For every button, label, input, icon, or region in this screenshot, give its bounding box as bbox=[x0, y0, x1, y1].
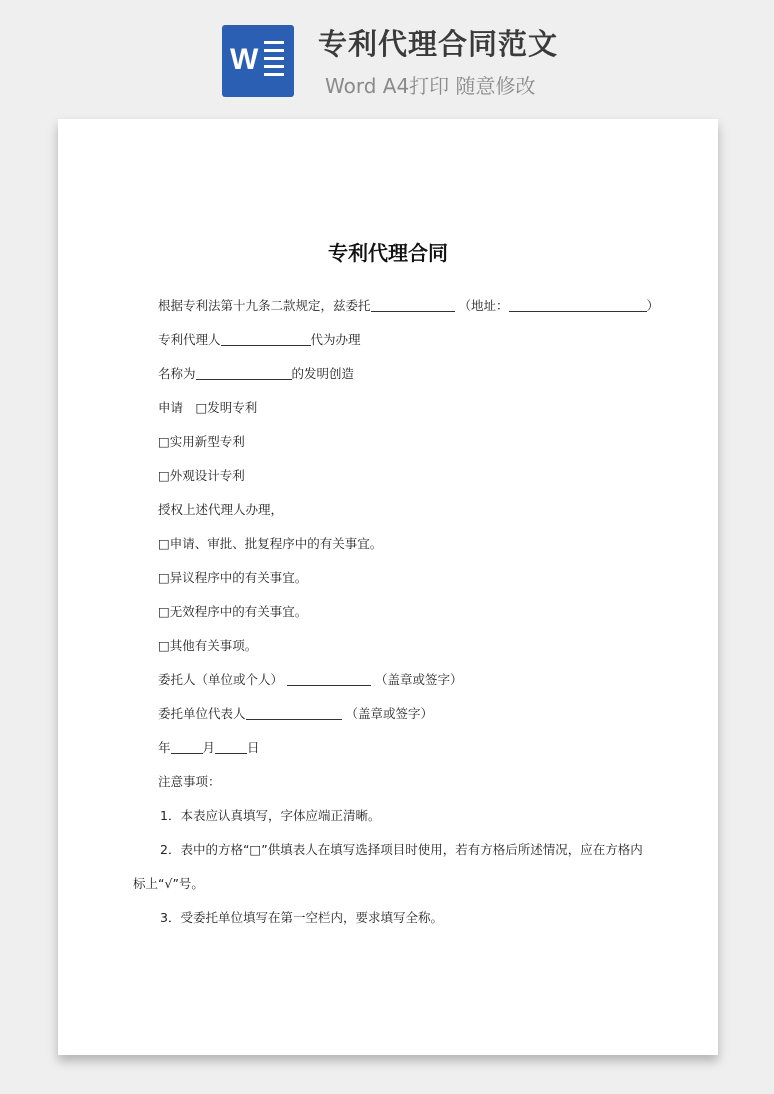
authorize-text: 授权上述代理人办理， bbox=[158, 502, 284, 517]
option-other: □其他有关事项。 bbox=[158, 638, 258, 653]
clause-agent: 专利代理人 代为办理 bbox=[158, 332, 361, 347]
option-application: □申请、审批、批复程序中的有关事宜。 bbox=[158, 536, 383, 551]
option-invention: 申请 □发明专利 bbox=[158, 400, 258, 415]
note-3: 3．受委托单位填写在第一空栏内，要求填写全称。 bbox=[160, 910, 443, 925]
note-2-continued: 标上“√”号。 bbox=[133, 876, 204, 891]
option-utility-model: □实用新型专利 bbox=[158, 434, 245, 449]
word-logo-icon bbox=[222, 25, 294, 97]
word-logo-letter: W bbox=[230, 43, 259, 76]
option-invalidation: □无效程序中的有关事宜。 bbox=[158, 604, 308, 619]
option-opposition: □异议程序中的有关事宜。 bbox=[158, 570, 308, 585]
clause-name: 名称为 的发明创造 bbox=[158, 366, 355, 381]
notes-heading: 注意事项： bbox=[158, 774, 221, 789]
document-page: ​ 专利代理合同 根据专利法第十九条二款规定，兹委托 （地址： ） 专利代理人 代为办理 名称为 的发明创造 申请 □发明专利 □实用新型专利 □外观设计专利 授权上述代理人办理， □申请、审批、批复程序中的有关事宜。 □异议程序中的有关事宜。 □无效程序中的有关事宜。 □其他有关事项。 委托人（单位或个人） （盖章或签字） 委托单位代表人 （盖章或签字） 年 月 日 注意事项： 1．本表应认真填写，字体应端正清晰。 2．表中的方格“□”供填表人在填写选择项目时使用，若有方格后所述情况，应在方格内 标上“√”号。 3．受委托单位填写在第一空栏内，要求填写全称。 bbox=[58, 119, 718, 1055]
client-signature: 委托人（单位或个人） （盖章或签字） bbox=[158, 672, 463, 687]
note-2: 2．表中的方格“□”供填表人在填写选择项目时使用，若有方格后所述情况，应在方格内 bbox=[160, 842, 643, 857]
representative-signature: 委托单位代表人 （盖章或签字） bbox=[158, 706, 434, 721]
header-subtitle: Word A4打印 随意修改 bbox=[325, 74, 536, 98]
date-line: 年 月 日 bbox=[158, 740, 260, 755]
option-design: □外观设计专利 bbox=[158, 468, 245, 483]
document-title: 专利代理合同 bbox=[328, 241, 448, 265]
header-title: 专利代理合同范文 bbox=[318, 27, 559, 61]
note-1: 1．本表应认真填写，字体应端正清晰。 bbox=[160, 808, 381, 823]
page-header bbox=[0, 0, 774, 110]
clause-entrust: 根据专利法第十九条二款规定，兹委托 （地址： ） bbox=[158, 298, 660, 313]
